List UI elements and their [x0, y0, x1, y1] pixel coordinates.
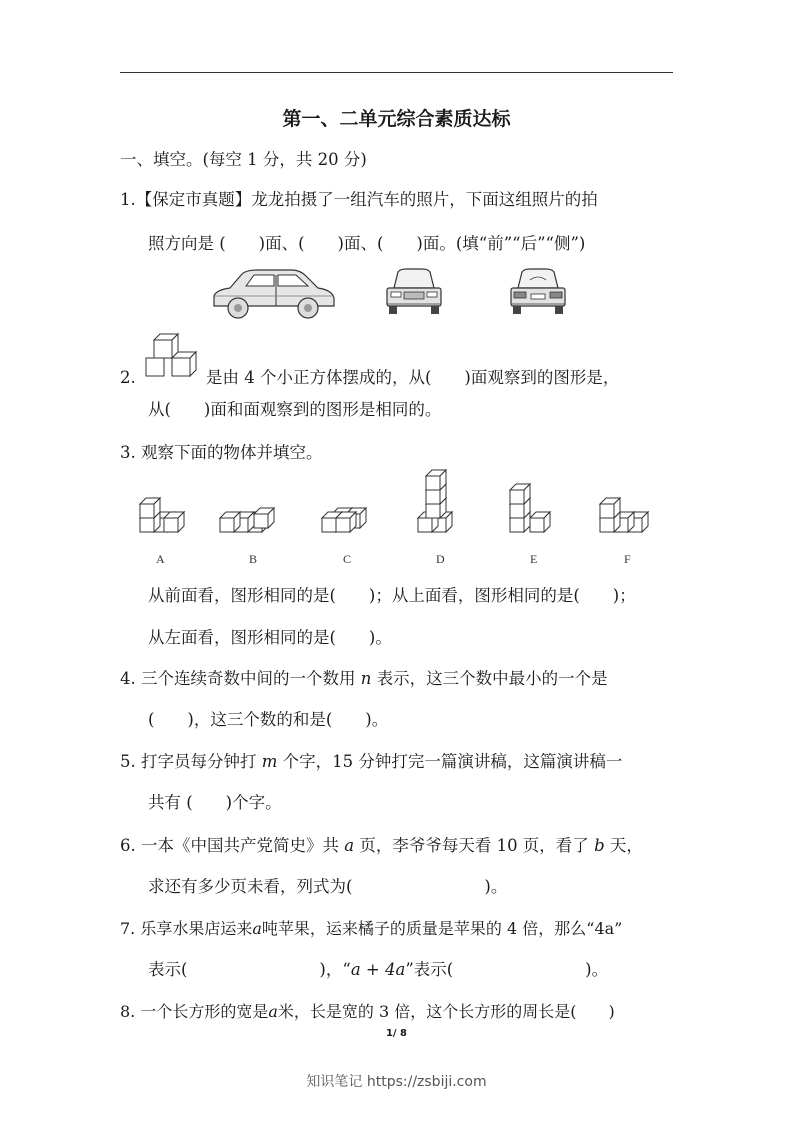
q3-line2: 从前面看，图形相同的是( )；从上面看，图形相同的是( )； [148, 586, 636, 605]
car-front-view-image [384, 266, 444, 320]
q2-cube-stack-image [144, 326, 206, 380]
caption-e: E [530, 552, 538, 566]
q4-line1: 4. 三个连续奇数中间的一个数用 n 表示，这三个数中最小的一个是 [120, 669, 608, 688]
site-watermark[interactable]: 知识笔记 https://zsbiji.com [306, 1074, 487, 1090]
car-side-view-image [208, 266, 338, 320]
car-rear-view-image [508, 266, 568, 320]
section-heading: 一、填空。(每空 1 分，共 20 分) [120, 150, 367, 169]
q7-line1: 7. 乐享水果店运来a吨苹果，运来橘子的质量是苹果的 4 倍，那么“4a” [120, 919, 623, 938]
q4-line2: ( )，这三个数的和是( )。 [148, 710, 389, 729]
q3-line3: 从左面看，图形相同的是( )。 [148, 628, 392, 647]
q1-line1: 1.【保定市真题】龙龙拍摄了一组汽车的照片，下面这组照片的拍 [120, 190, 598, 209]
page-title: 第一、二单元综合素质达标 [282, 108, 511, 130]
caption-c: C [343, 552, 352, 566]
q2-number: 2. [120, 368, 136, 387]
q1-line2: 照方向是 ( )面、( )面、( )面。(填“前”“后”“侧”) [148, 234, 586, 253]
caption-f: F [624, 552, 631, 566]
q7-line2: 表示( )，“a + 4a”表示( )。 [148, 960, 609, 979]
caption-a: A [156, 552, 165, 566]
q2-line1: 是由 4 个小正方体摆成的，从( )面观察到的图形是， [206, 368, 620, 387]
q8-line1: 8. 一个长方形的宽是a米，长是宽的 3 倍，这个长方形的周长是( ) [120, 1002, 615, 1021]
q6-line1: 6. 一本《中国共产党简史》共 a 页，李爷爷每天看 10 页，看了 b 天， [120, 836, 643, 855]
page-number: 1/ 8 [385, 1028, 408, 1039]
q3-figures-image [130, 478, 670, 546]
q3-line1: 3. 观察下面的物体并填空。 [120, 443, 323, 462]
q5-line1: 5. 打字员每分钟打 m 个字，15 分钟打完一篇演讲稿，这篇演讲稿一 [120, 752, 623, 771]
q6-line2: 求还有多少页未看，列式为( )。 [148, 877, 508, 896]
q2-line2: 从( )面和面观察到的图形是相同的。 [148, 400, 442, 419]
caption-d: D [436, 552, 445, 566]
caption-b: B [249, 552, 258, 566]
q5-line2: 共有 ( )个字。 [148, 793, 282, 812]
top-rule [120, 72, 673, 73]
